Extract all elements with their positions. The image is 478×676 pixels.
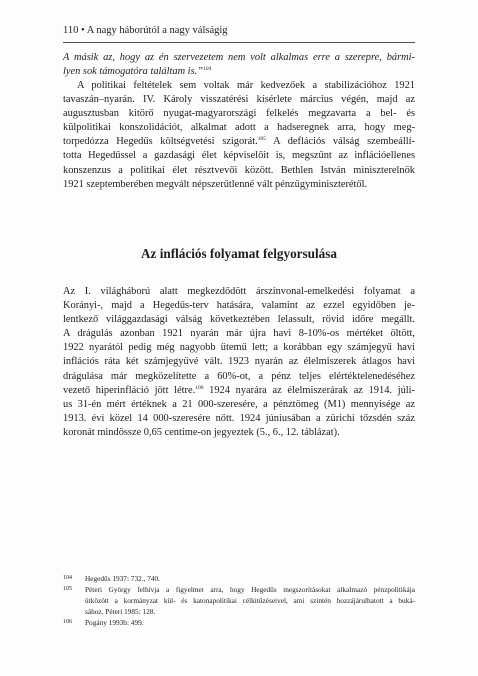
footnote-ref: 105 [257,136,266,143]
quote-line: A másik az, hogy az én szervezetem nem volt alkalmas erre a szerepre, bármi- [63,52,415,63]
paragraph-line: augusztusban kitörő nyugat-magyarországi felkelés megzavarta a bel- és [63,108,415,120]
paragraph-line: A politikai feltételek sem voltak már kedvezőek a stabilizációhoz 1921 [77,80,415,91]
paragraph-line: konszenzus a politikai élet résztvevői között. Bethlen István miniszterelnök [63,164,415,176]
footnote-line: Pogány 1993b: 499. [85,618,144,627]
paragraph-line: us 31-én mért értéknek a 21 000-szeresére, a pénztömeg (M1) mennyisége az [63,398,415,410]
paragraph-line: inflációs ráta két számjegyűvé vált. 1923 nyarán az élelmiszerek átlagos havi [63,356,415,368]
quote-block [63,51,415,79]
quote-line: lyen sok támogatóra találtam is.”$^{104}$ [63,66,212,78]
footnote-number: 105 [63,586,72,592]
footnote [63,617,415,628]
footnote-line: ütközött a kormányzat kül- és katonapolitikai célkitűzéseivel, ami szintén hozzájárulhatott a buká- [85,596,415,605]
footnote-line: sához. Péteri 1985: 128. [85,607,156,616]
footnote-number: 106 [63,619,72,625]
running-header-text: 110 • A nagy háborútól a nagy válságig [63,25,228,36]
paragraph-line: külpolitikai konszolidációt, alkalmat adott a hadseregnek arra, hogy meg- [63,122,415,134]
paragraph-line: 1921 szeptemberében megvált népszerűtlenné vált pénzügyminiszterétől. [63,178,368,190]
paragraph-line: Az I. világháború alatt megkezdődött árszínvonal-emelkedési folyamat a [63,286,415,297]
paragraph-line: torpedózza Hegedűs költségvetési szigorát.$^{105}$ A deflációs válság szembeállí- [63,136,416,148]
section-heading: Az inflációs folyamat felgyorsulása [141,246,337,261]
paragraph-line: totta Hegedűssel a gazdasági élet képviselőit is, megszűnt az inflációellenes [63,150,415,162]
footnote-ref: 104 [202,66,212,73]
paragraph-line: 1922 nyarától pedig még nagyobb ütemű lett; a korábban egy számjegyű havi [63,342,415,354]
paragraph-line: Korányi-, majd a Hegedűs-terv hatására, valamint az ezzel egyidőben je- [63,300,415,312]
footnote [63,573,415,584]
footnote-line: Hegedűs 1937: 732., 740. [85,574,160,583]
footnote-line: Péteri György felhívja a figyelmet arra, hogy Hegedűs megszorításokat alkalmazó pénzpolitikája [85,585,415,594]
footnote-number: 104 [63,575,72,581]
paragraph-line: tavaszán–nyarán. IV. Károly visszatérési kísérlete március végén, majd az [63,94,415,106]
paragraph-2 [63,285,415,440]
paragraph-line: 1913. évi közel 14 000-szeresére nőtt. 1924 júniusában a zürichi tőzsdén száz [63,412,415,424]
footnotes [63,573,415,628]
paragraph-line: drágulása már megközelítette a 60%-ot, a pénz teljes elértéktelenedéséhez [63,370,415,382]
paragraph-line: lentkező világgazdasági válság következtében lelassult, rövid időre megállt. [63,314,415,326]
paragraph-line: A drágulás azonban 1921 nyarán már újra havi 8-10%-os mértéket öltött, [63,328,415,340]
paragraph-line: koronát mindössze 0,65 centime-on jegyeztek (5., 6., 12. táblázat). [63,426,340,438]
running-header [63,24,415,43]
footnote-ref: 106 [195,384,204,391]
footnote [63,584,415,617]
paragraph-1 [63,79,415,192]
paragraph-line: vezető hiperinfláció jött létre.$^{106}$ 1924 nyarára az élelmiszerárak az 1914. júli- [63,384,416,396]
